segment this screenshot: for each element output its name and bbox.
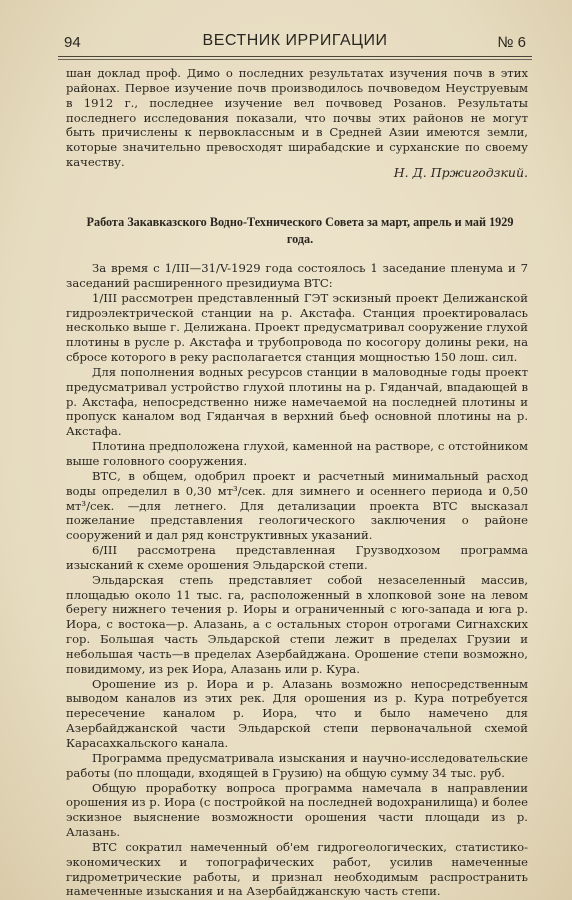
article-paragraph: 1/III рассмотрен представленный ГЭТ эскизный проект Делижанской гидроэлектрической станции на р. Акстафа. Станция проектировалась несколько выше г. Делижана. Проект предусматривал сооружение глухой плотины в русле р. Акстафа и трубопровода по косогору долины реки, на сбросе которого в реку располагается станция мощностью 150 лош. сил. bbox=[66, 290, 528, 365]
author-signature: Н. Д. Пржигодзкий. bbox=[393, 165, 528, 180]
journal-title: ВЕСТНИК ИРРИГАЦИИ bbox=[202, 32, 388, 49]
article-title: Работа Закавказского Водно-Технического Совета за март, апрель и май 1929 года. bbox=[86, 215, 514, 246]
article-paragraph: За время с 1/III—31/V-1929 года состоялось 1 заседание пленума и 7 заседаний расширенного президиума ВТС: bbox=[66, 261, 528, 290]
intro-paragraph: шан доклад проф. Димо о последних результатах изучения почв в этих районах. Первое изучение почв производилось почвоведом Неуструевым в 1912 г., последнее изучение вел почвовед Розанов. Результаты последнего исследования показали, что почвы этих районов не могут быть причислены к первоклассным и в Средней Азии имеются земли, которые значительно превосходят ширабадские и сурханские по своему качеству. bbox=[66, 66, 528, 170]
article-paragraph: ВТС сократил намеченный об'ем гидрогеологических, статистико-экономических и топографических работ, усилив намеченные гидрометрические работы, и признал необходимым распространить намеченные изыскания и на Азербайджанскую часть степи. bbox=[66, 839, 528, 899]
article-paragraph: Общую проработку вопроса программа намечала в направлении орошения из р. Иора (с постройкой на последней водохранилища) и более эскизное выяснение возможности орошения части площади из р. Алазань. bbox=[66, 780, 528, 840]
article-paragraph: Программа предусматривала изыскания и научно-исследовательские работы (по площади, входящей в Грузию) на общую сумму 34 тыс. руб. bbox=[66, 750, 528, 780]
article-paragraph: 6/III рассмотрена представленная Грузводхозом программа изысканий к схеме орошения Эльдарской степи. bbox=[66, 543, 528, 572]
header-rule-secondary bbox=[58, 59, 532, 60]
page-header bbox=[60, 30, 530, 52]
article-paragraph: Плотина предположена глухой, каменной на растворе, с отстойником выше головного сооружения. bbox=[66, 439, 528, 468]
page-number: 94 bbox=[64, 34, 81, 51]
issue-number: № 6 bbox=[497, 34, 526, 51]
article-paragraph: Эльдарская степь представляет собой незаселенный массив, площадью около 11 тыс. га, расположенный в хлопковой зоне на левом берегу нижнего течения р. Иоры и ограниченный с юго-запада и юга р. Иора, с востока—р. Алазань, а с остальных сторон отрогами Сигнахских гор. Большая часть Эльдарской степи лежит в пределах Грузии и небольшая часть—в пределах Азербайджана. Орошение степи возможно, повидимому, из рек Иора, Алазань или р. Кура. bbox=[66, 572, 528, 676]
header-rule bbox=[58, 56, 532, 57]
article-paragraph: Орошение из р. Иора и р. Алазань возможно непосредственным выводом каналов из этих рек. Для орошения из р. Кура потребуется пересечение каналом р. Иора, что и было намечено для Азербайджанской части Эльдарской степи первоначальной схемой Карасахкальского канала. bbox=[66, 676, 528, 750]
article-paragraph: Для пополнения водных ресурсов станции в маловодные годы проект предусматривал устройство глухой плотины на р. Гяданчай, впадающей в р. Акстафа, непосредственно ниже намечаемой на последней плотины и пропуск каналом вод Гяданчая в верхний бьеф основной плотины на р. Акстафа. bbox=[66, 364, 528, 439]
article-body bbox=[66, 261, 528, 899]
article-paragraph: ВТС, в общем, одобрил проект и расчетный минимальный расход воды определил в 0,30 мт³/сек. для зимнего и осеннего периода и 0,50 мт³/сек. —для летнего. Для детализации проекта ВТС высказал пожелание представления геологического заключения о районе сооружений и дал ряд конструктивных указаний. bbox=[66, 468, 528, 543]
